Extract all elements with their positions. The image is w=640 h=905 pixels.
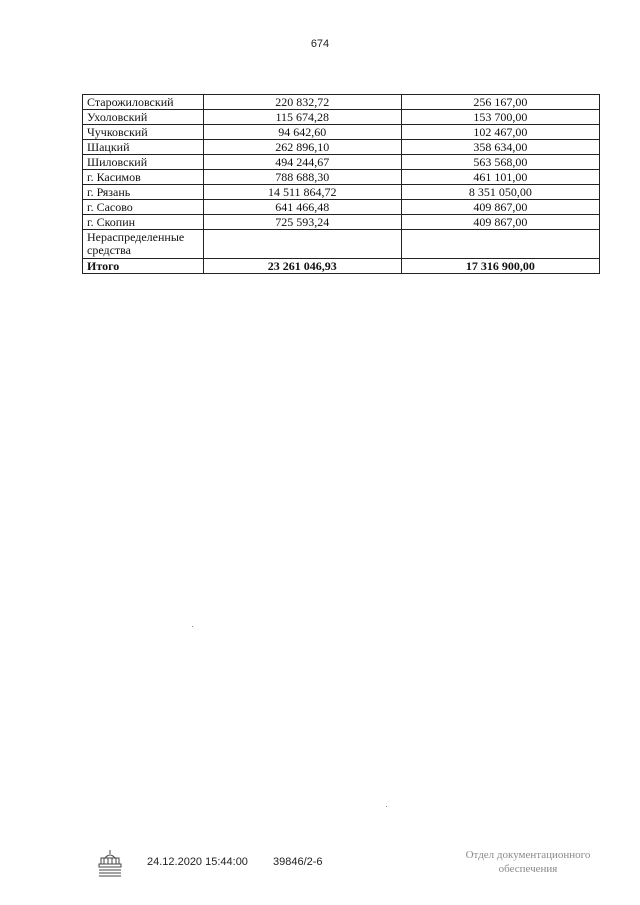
table-row [83,170,600,185]
table-row [83,230,600,259]
department-line1: Отдел документационного [465,849,591,861]
value-col2: 8 351 050,00 [401,185,599,200]
value-col2: 461 101,00 [401,170,599,185]
value-col1: 115 674,28 [203,110,401,125]
scan-speck [386,806,387,807]
footer-doc-number: 39846/2-6 [273,856,323,868]
district-name: г. Сасово [83,200,204,215]
value-col2 [401,230,599,259]
total-label: Итого [83,259,204,274]
total-row [83,259,600,274]
district-name: Шиловский [83,155,204,170]
budget-table [82,94,600,274]
value-col2: 153 700,00 [401,110,599,125]
scan-speck [192,626,193,627]
table-row [83,155,600,170]
district-name: Шацкий [83,140,204,155]
page-number: 674 [310,38,330,50]
value-col2: 409 867,00 [401,215,599,230]
value-col1 [203,230,401,259]
district-name: Старожиловский [83,95,204,110]
district-name: Ухоловский [83,110,204,125]
value-col1: 14 511 864,72 [203,185,401,200]
value-col1: 494 244,67 [203,155,401,170]
district-name: г. Скопин [83,215,204,230]
total-value-col2: 17 316 900,00 [401,259,599,274]
value-col2: 256 167,00 [401,95,599,110]
district-name: Чучковский [83,125,204,140]
table-row [83,140,600,155]
department-stamp [448,848,608,876]
value-col1: 220 832,72 [203,95,401,110]
district-name: г. Рязань [83,185,204,200]
table-row [83,110,600,125]
table-row [83,95,600,110]
value-col2: 102 467,00 [401,125,599,140]
value-col1: 641 466,48 [203,200,401,215]
value-col2: 409 867,00 [401,200,599,215]
emblem-icon [96,848,124,878]
value-col2: 563 568,00 [401,155,599,170]
value-col1: 788 688,30 [203,170,401,185]
table-row [83,200,600,215]
total-value-col1: 23 261 046,93 [203,259,401,274]
department-line2: обеспечения [498,863,558,875]
footer-timestamp: 24.12.2020 15:44:00 [147,856,248,868]
value-col2: 358 634,00 [401,140,599,155]
table-row [83,125,600,140]
table-row [83,185,600,200]
district-name: Нераспределенные средства [83,230,204,259]
district-name: г. Касимов [83,170,204,185]
value-col1: 94 642,60 [203,125,401,140]
table-row [83,215,600,230]
value-col1: 725 593,24 [203,215,401,230]
value-col1: 262 896,10 [203,140,401,155]
